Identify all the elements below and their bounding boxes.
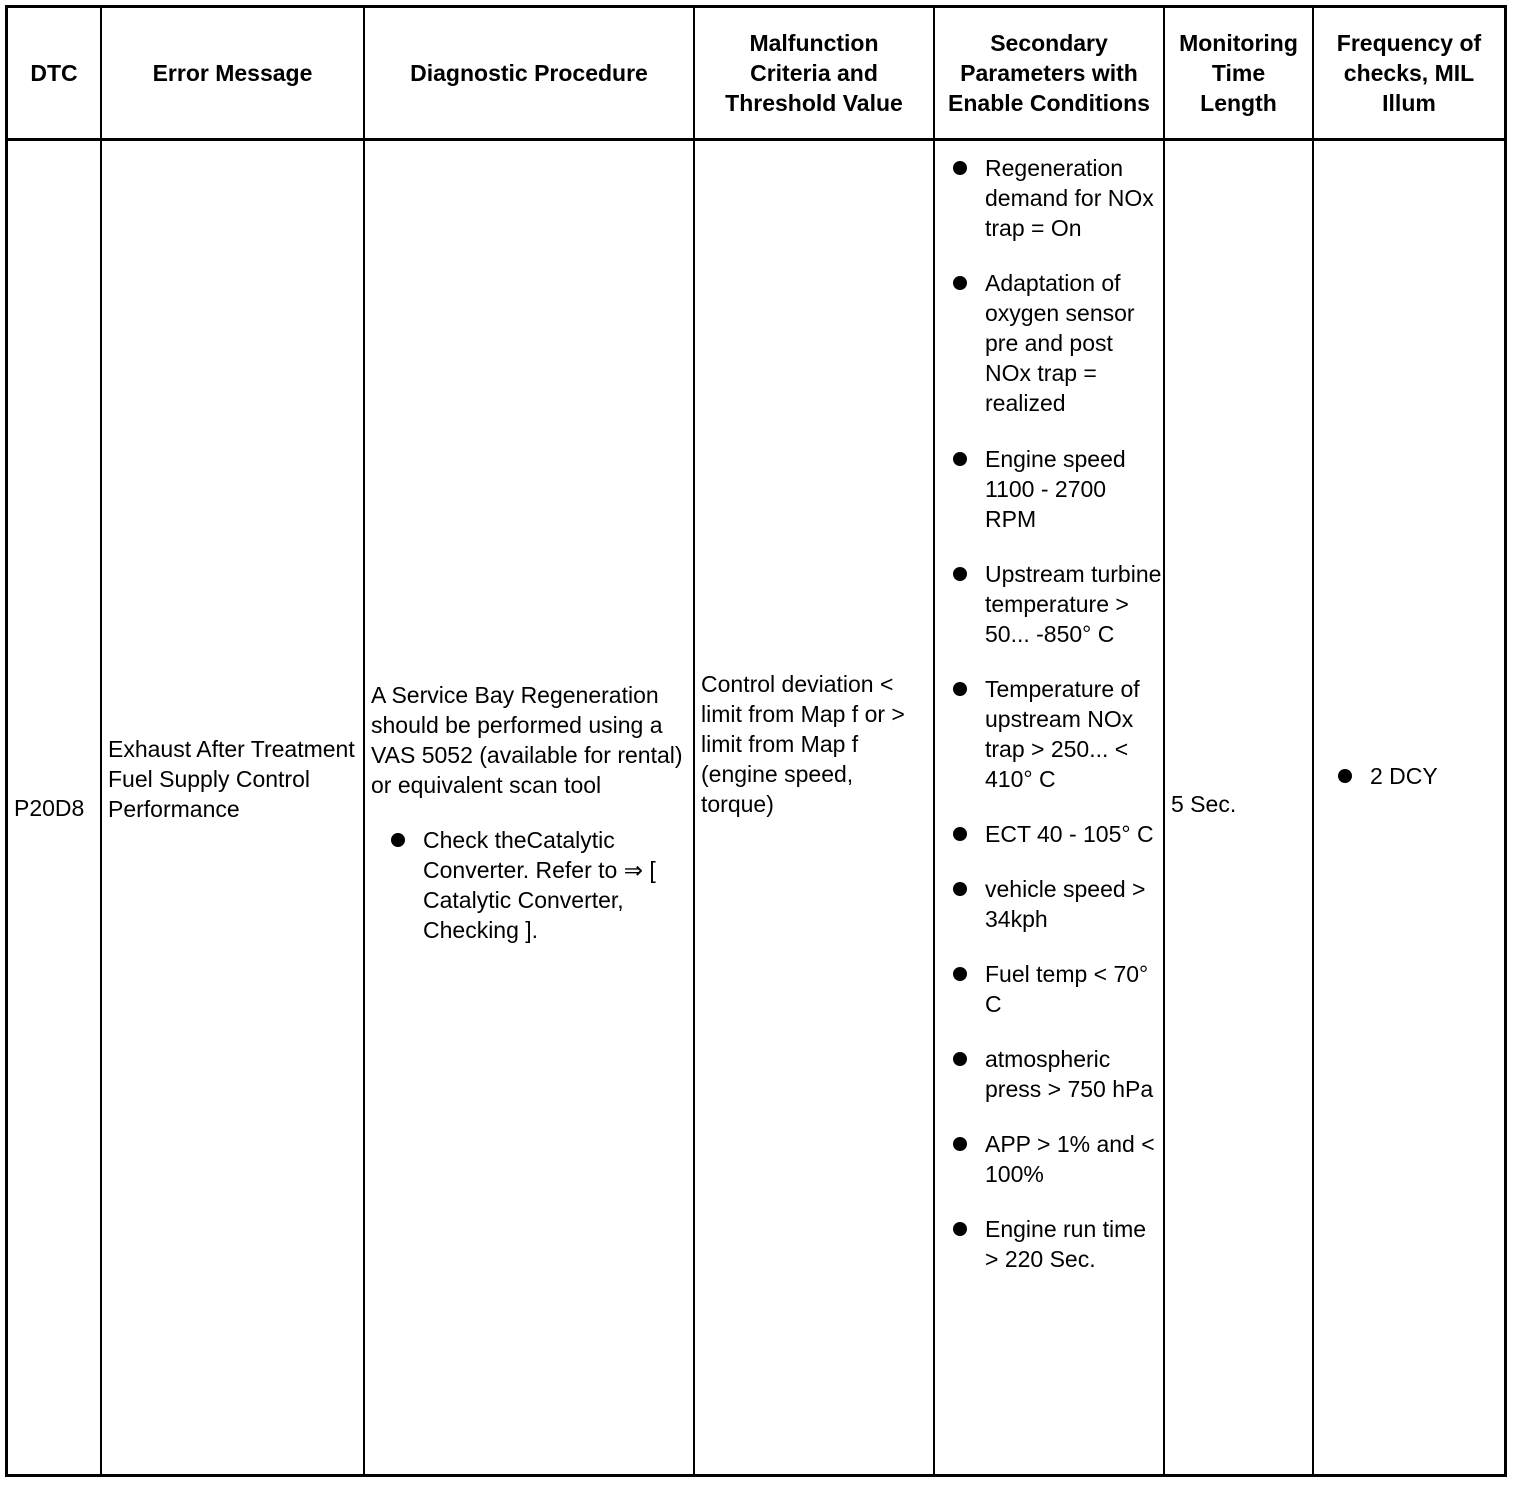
cell-malfunction-criteria — [695, 13, 933, 1474]
diagnostic-step-text: Check theCatalytic Converter. Refer to ⇒ [ Catalytic Converter, Checking ]. — [423, 827, 656, 943]
bullet-icon — [953, 452, 967, 466]
list-item: APP > 1% and < 100% — [953, 1129, 1163, 1189]
bullet-icon — [953, 682, 967, 696]
bullet-icon — [953, 1137, 967, 1151]
dtc-code: P20D8 — [14, 794, 85, 821]
list-item: Adaptation of oxygen sensor pre and post NOx trap = realized — [953, 268, 1163, 418]
cell-diagnostic-procedure — [365, 131, 693, 1494]
bullet-icon — [953, 1222, 967, 1236]
cell-monitoring-time — [1165, 133, 1312, 1474]
list-item: Upstream turbine temperature > 50... -850° C — [953, 559, 1163, 649]
cell-dtc — [10, 141, 100, 1474]
bullet-icon — [953, 882, 967, 896]
header-error-message: Error Message — [152, 60, 313, 86]
bullet-icon — [953, 967, 967, 981]
bullet-icon — [953, 276, 967, 290]
cell-frequency — [1314, 77, 1504, 1474]
list-item: ECT 40 - 105° C — [953, 819, 1163, 849]
list-item: vehicle speed > 34kph — [953, 874, 1163, 934]
header-diagnostic-procedure: Diagnostic Procedure — [410, 60, 648, 86]
monitoring-time-text: 5 Sec. — [1171, 790, 1237, 817]
list-item: Temperature of upstream NOx trap > 250... < 410° C — [953, 674, 1163, 794]
header-dtc: DTC — [30, 60, 78, 86]
header-frequency: Frequency of checks, MIL Illum — [1336, 30, 1482, 116]
bullet-icon — [953, 567, 967, 581]
list-item: Engine run time > 220 Sec. — [953, 1214, 1163, 1274]
diagnostic-step — [391, 825, 691, 945]
header-monitoring-time: Monitoring Time Length — [1179, 30, 1298, 116]
diagnostic-intro: A Service Bay Regeneration should be performed using a VAS 5052 (available for rental) or equivalent scan tool — [371, 682, 683, 798]
list-item: Regeneration demand for NOx trap = On — [953, 153, 1163, 243]
bullet-icon — [953, 827, 967, 841]
list-item: Fuel temp < 70° C — [953, 959, 1163, 1019]
cell-error-message — [102, 83, 363, 1474]
list-item: Engine speed 1100 - 2700 RPM — [953, 444, 1163, 534]
malfunction-criteria-text: Control deviation < limit from Map f or > limit from Map f (engine speed, torque) — [701, 670, 905, 817]
column-divider — [933, 8, 935, 1474]
bullet-icon — [391, 833, 405, 847]
list-item: atmospheric press > 750 hPa — [953, 1044, 1163, 1104]
error-message-text: Exhaust After Treatment Fuel Supply Control Performance — [108, 735, 355, 822]
bullet-icon — [953, 1052, 967, 1066]
header-secondary-parameters: Secondary Parameters with Enable Conditions — [948, 30, 1150, 116]
bullet-icon — [1338, 769, 1352, 783]
dtc-table — [5, 5, 1507, 1477]
list-item: 2 DCY — [1338, 761, 1438, 791]
header-malfunction-criteria: Malfunction Criteria and Threshold Value — [725, 30, 903, 116]
secondary-parameters-list — [953, 153, 1163, 1299]
bullet-icon — [953, 161, 967, 175]
